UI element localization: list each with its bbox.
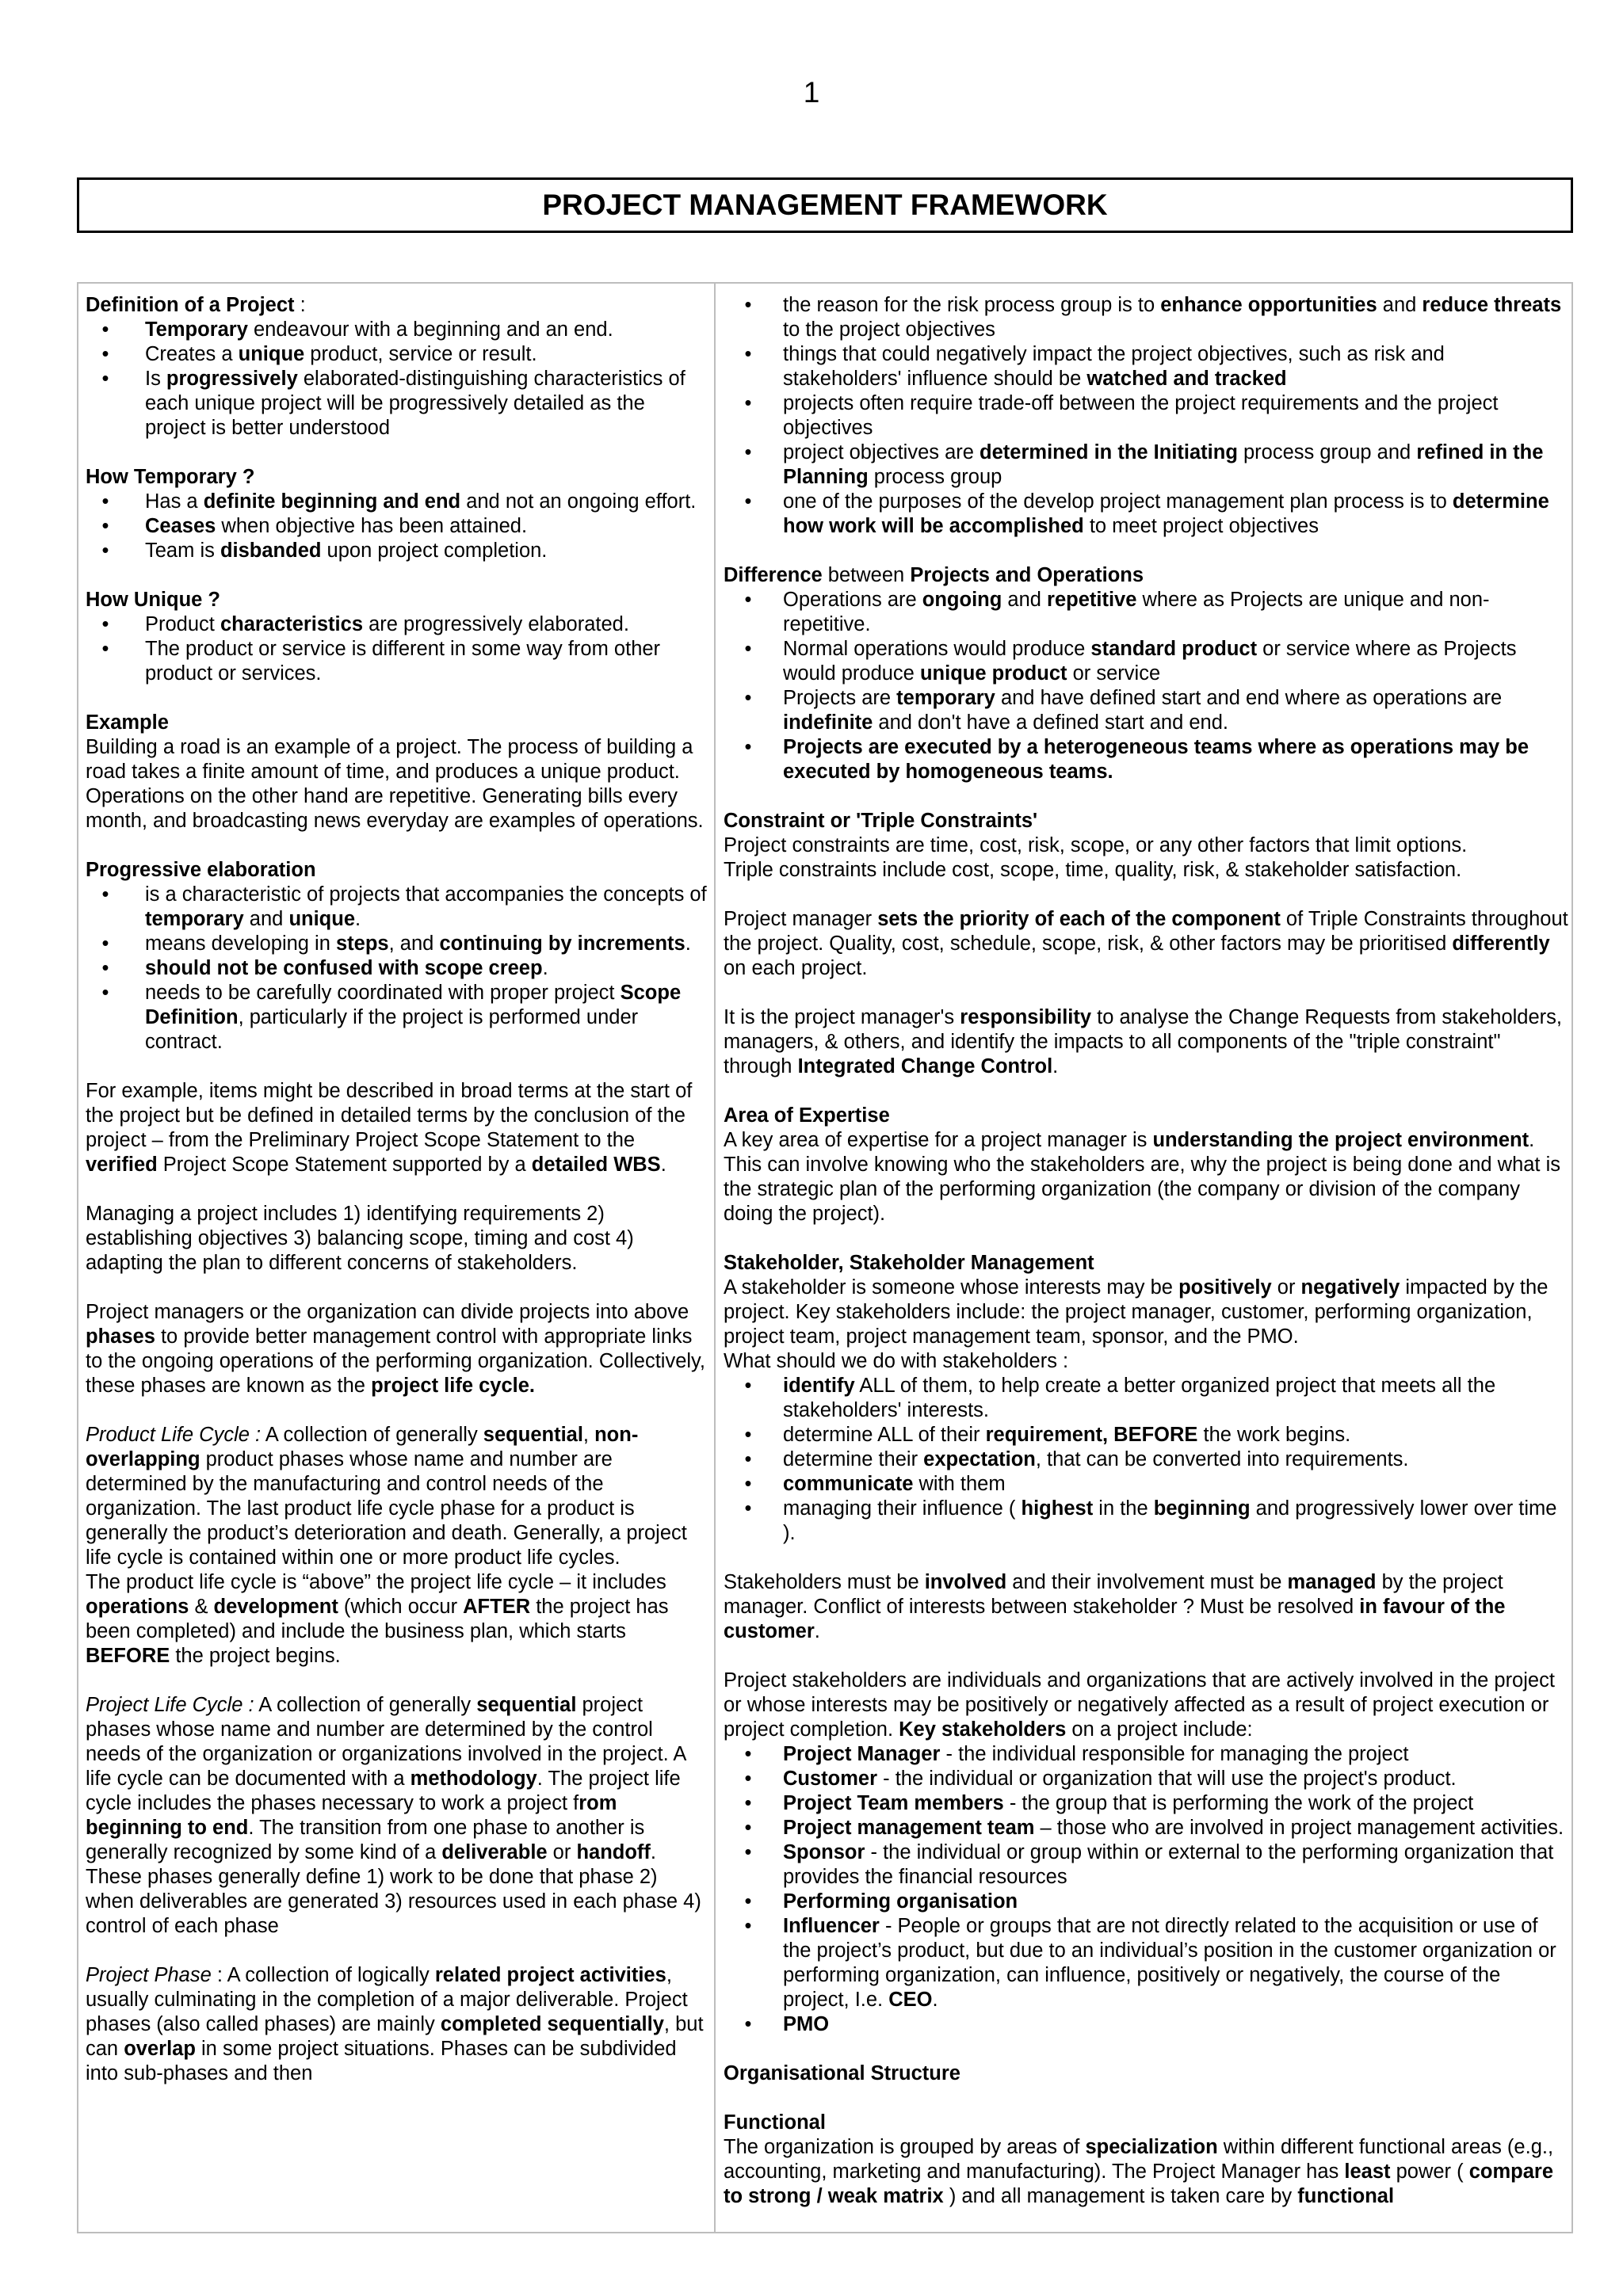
- bullet-icon: •: [744, 1448, 752, 1470]
- list-item: • means developing in steps, and continuing by increments.: [86, 932, 707, 956]
- list-item: • communicate with them: [724, 1472, 1568, 1497]
- bullet-icon: •: [101, 540, 109, 562]
- project-phase-paragraph: Project Phase : A collection of logically related project activities, usually culminating in the completion of a major deliverable. Project phases (also called phases) are mainly completed sequentially, but can overlap in some project situations. Phases can be subdivided into sub-phases and then: [86, 1964, 704, 2084]
- bullet-icon: •: [744, 589, 752, 611]
- list-item: • project objectives are determined in the Initiating process group and refined in the Planning process group: [724, 441, 1568, 490]
- list-item: • The product or service is different in some way from other product or services.: [86, 637, 707, 686]
- list-item: • Product characteristics are progressively elaborated.: [86, 612, 707, 637]
- list-item: • needs to be carefully coordinated with proper project Scope Definition, particularly if the project is performed under contract.: [86, 981, 707, 1055]
- bullet-icon: •: [101, 368, 109, 390]
- product-life-cycle-paragraph: Product Life Cycle : A collection of generally sequential, non-overlapping product phases whose name and number are determined by the manufacturing and control needs of the organization. The last product life cycle phase for a product is generally the product’s deterioration and death. Generally, a project life cycle is contained within one or more product life cycles.: [86, 1424, 687, 1569]
- list-item: • Sponsor - the individual or group within or external to the performing organization that provides the financial resources: [724, 1840, 1568, 1890]
- list-item: • projects often require trade-off between the project requirements and the project objectives: [724, 391, 1568, 441]
- stakeholder-question: What should we do with stakeholders :: [724, 1350, 1069, 1372]
- bullet-icon: •: [101, 343, 109, 365]
- bullet-icon: •: [744, 1375, 752, 1397]
- bullet-icon: •: [744, 1915, 752, 1937]
- list-item: • determine their expectation, that can be converted into requirements.: [724, 1447, 1568, 1472]
- bullet-icon: •: [744, 1424, 752, 1446]
- difference-list: [724, 588, 1568, 784]
- list-item: • things that could negatively impact the project objectives, such as risk and stakeholders' influence should be watched and tracked: [724, 342, 1568, 391]
- progressive-heading: Progressive elaboration: [86, 859, 316, 881]
- key-stakeholders-paragraph: Project stakeholders are individuals and organizations that are actively involved in the project or whose interests may be positively or negatively affected as a result of project execution or project completion. Key stakeholders on a project include:: [724, 1669, 1555, 1741]
- bullet-icon: •: [744, 392, 752, 414]
- org-structure-heading: Organisational Structure: [724, 2062, 960, 2084]
- definition-heading: Definition of a Project :: [86, 294, 306, 316]
- constraint-heading: Constraint or 'Triple Constraints': [724, 810, 1038, 832]
- project-life-cycle-paragraph: Project Life Cycle : A collection of generally sequential project phases whose name and number are determined by the control needs of the organization or organizations involved in the project. A life cycle can be documented with a methodology. The project life cycle includes the phases necessary to work a project from beginning to end. The transition from one phase to another is generally recognized by some kind of a deliverable or handoff. These phases generally define 1) work to be done that phase 2) when deliverables are generated 3) resources used in each phase 4) control of each phase: [86, 1694, 701, 1937]
- list-item: • the reason for the risk process group is to enhance opportunities and reduce threats to the project objectives: [724, 293, 1568, 342]
- unique-list: [86, 612, 707, 686]
- product-life-cycle-paragraph-2: The product life cycle is “above” the project life cycle – it includes operations & development (which occur AFTER the project has been completed) and include the business plan, which starts BEFORE the project begins.: [86, 1571, 669, 1667]
- list-item: • Project Team members - the group that is performing the work of the project: [724, 1791, 1568, 1816]
- bullet-icon: •: [744, 1890, 752, 1913]
- list-item: • should not be confused with scope creep.: [86, 956, 707, 981]
- bullet-icon: •: [101, 318, 109, 341]
- list-item: • determine ALL of their requirement, BEFORE the work begins.: [724, 1423, 1568, 1447]
- bullet-icon: •: [101, 883, 109, 906]
- bullet-icon: •: [744, 1768, 752, 1790]
- list-item: • Is progressively elaborated-distinguishing characteristics of each unique project will be progressively detailed as the project is better understood: [86, 367, 707, 441]
- difference-heading: Difference between Projects and Operations: [724, 564, 1144, 586]
- list-item: • Temporary endeavour with a beginning and an end.: [86, 318, 707, 342]
- bullet-icon: •: [744, 343, 752, 365]
- list-item: • Performing organisation: [724, 1890, 1568, 1914]
- bullet-icon: •: [744, 1792, 752, 1814]
- bullet-icon: •: [101, 613, 109, 635]
- bullet-icon: •: [744, 490, 752, 513]
- managing-paragraph: Managing a project includes 1) identifying requirements 2) establishing objectives 3) balancing scope, timing and cost 4) adapting the plan to different concerns of stakeholders.: [86, 1203, 634, 1274]
- definition-list: [86, 318, 707, 441]
- bullet-icon: •: [101, 638, 109, 660]
- bullet-icon: •: [101, 490, 109, 513]
- list-item: • Project management team – those who are involved in project management activities.: [724, 1816, 1568, 1840]
- list-item: • Operations are ongoing and repetitive where as Projects are unique and non-repetitive.: [724, 588, 1568, 637]
- progressive-example-paragraph: For example, items might be described in broad terms at the start of the project but be defined in detailed terms by the conclusion of the project – from the Preliminary Project Scope Statement to the verified Project Scope Statement supported by a detailed WBS.: [86, 1080, 693, 1176]
- progressive-list: [86, 883, 707, 1055]
- phases-paragraph: Project managers or the organization can divide projects into above phases to provide better management control with appropriate links to the ongoing operations of the performing organization. Collectively, these phases are known as the project life cycle.: [86, 1301, 705, 1397]
- list-item: • Influencer - People or groups that are not directly related to the acquisition or use of the project’s product, but due to an individual’s position in the customer organization or performing organization, can influence, positively or negatively, the course of the project, I.e. CEO.: [724, 1914, 1568, 2012]
- list-item: • Projects are executed by a heterogeneous teams where as operations may be executed by homogeneous teams.: [724, 735, 1568, 784]
- list-item: • Ceases when objective has been attained.: [86, 514, 707, 539]
- list-item: • managing their influence ( highest in the beginning and progressively lower over time ).: [724, 1497, 1568, 1546]
- key-stakeholders-list: [724, 1742, 1568, 2037]
- bullet-icon: •: [744, 1841, 752, 1863]
- bullet-icon: •: [744, 638, 752, 660]
- bullet-icon: •: [744, 1497, 752, 1520]
- bullet-icon: •: [101, 933, 109, 955]
- bullet-icon: •: [744, 1817, 752, 1839]
- bullet-icon: •: [744, 294, 752, 316]
- expertise-paragraph: A key area of expertise for a project manager is understanding the project environment. This can involve knowing who the stakeholders are, why the project is being done and what is the strategic plan of the performing organization (the company or division of the company doing the project).: [724, 1129, 1561, 1225]
- stakeholder-paragraph: A stakeholder is someone whose interests may be positively or negatively impacted by the project. Key stakeholders include: the project manager, customer, performing organization, project team, project management team, sponsor, and the PMO.: [724, 1276, 1549, 1348]
- bullet-icon: •: [101, 957, 109, 979]
- list-item: • Customer - the individual or organization that will use the project's product.: [724, 1767, 1568, 1791]
- example-heading: Example: [86, 711, 169, 734]
- column-divider: [714, 284, 716, 2232]
- list-item: • Project Manager - the individual responsible for managing the project: [724, 1742, 1568, 1767]
- list-item: • is a characteristic of projects that accompanies the concepts of temporary and unique.: [86, 883, 707, 932]
- priority-paragraph: Project manager sets the priority of each of the component of Triple Constraints throughout the project. Quality, cost, schedule, scope, risk, & other factors may be prioritised differently on each project.: [724, 908, 1568, 979]
- bullet-icon: •: [744, 441, 752, 463]
- temporary-heading: How Temporary ?: [86, 466, 255, 488]
- bullet-icon: •: [744, 687, 752, 709]
- list-item: • Team is disbanded upon project completion.: [86, 539, 707, 563]
- unique-heading: How Unique ?: [86, 589, 220, 611]
- objectives-list: [724, 293, 1568, 539]
- bullet-icon: •: [744, 1743, 752, 1765]
- responsibility-paragraph: It is the project manager's responsibility to analyse the Change Requests from stakeholders, managers, & others, and identify the impacts to all components of the "triple constraint" through Integrated Change Control.: [724, 1006, 1562, 1077]
- constraint-line-1: Project constraints are time, cost, risk, scope, or any other factors that limit options.: [724, 834, 1468, 856]
- list-item: • PMO: [724, 2012, 1568, 2037]
- page-number: 1: [803, 76, 820, 109]
- bullet-icon: •: [101, 515, 109, 537]
- stakeholder-heading: Stakeholder, Stakeholder Management: [724, 1252, 1094, 1274]
- stakeholder-actions-list: [724, 1374, 1568, 1546]
- list-item: • Creates a unique product, service or result.: [86, 342, 707, 367]
- bullet-icon: •: [101, 982, 109, 1004]
- list-item: • one of the purposes of the develop project management plan process is to determine how work will be accomplished to meet project objectives: [724, 490, 1568, 539]
- bullet-icon: •: [744, 1473, 752, 1495]
- content-table: [77, 282, 1573, 2233]
- expertise-heading: Area of Expertise: [724, 1104, 890, 1127]
- involvement-paragraph: Stakeholders must be involved and their involvement must be managed by the project manager. Conflict of interests between stakeholder ? Must be resolved in favour of the customer.: [724, 1571, 1506, 1642]
- list-item: • Has a definite beginning and end and not an ongoing effort.: [86, 490, 707, 514]
- list-item: • Normal operations would produce standard product or service where as Projects would produce unique product or service: [724, 637, 1568, 686]
- list-item: • Projects are temporary and have defined start and end where as operations are indefinite and don't have a defined start and end.: [724, 686, 1568, 735]
- example-text: Building a road is an example of a project. The process of building a road takes a finite amount of time, and produces a unique product. Operations on the other hand are repetitive. Generating bills every month, and broadcasting news everyday are examples of operations.: [86, 736, 704, 832]
- list-item: • identify ALL of them, to help create a better organized project that meets all the stakeholders' interests.: [724, 1374, 1568, 1423]
- functional-heading: Functional: [724, 2111, 826, 2134]
- temporary-list: [86, 490, 707, 563]
- right-column: [724, 293, 1568, 2232]
- bullet-icon: •: [744, 2013, 752, 2035]
- document-title: PROJECT MANAGEMENT FRAMEWORK: [77, 177, 1573, 233]
- functional-paragraph: The organization is grouped by areas of specialization within different functional areas (e.g., accounting, marketing and manufacturing). The Project Manager has least power ( compare to strong / weak matrix ) and all management is taken care by functional: [724, 2136, 1554, 2207]
- bullet-icon: •: [744, 736, 752, 758]
- left-column: [86, 293, 707, 2232]
- constraint-line-2: Triple constraints include cost, scope, time, quality, risk, & stakeholder satisfaction.: [724, 859, 1462, 881]
